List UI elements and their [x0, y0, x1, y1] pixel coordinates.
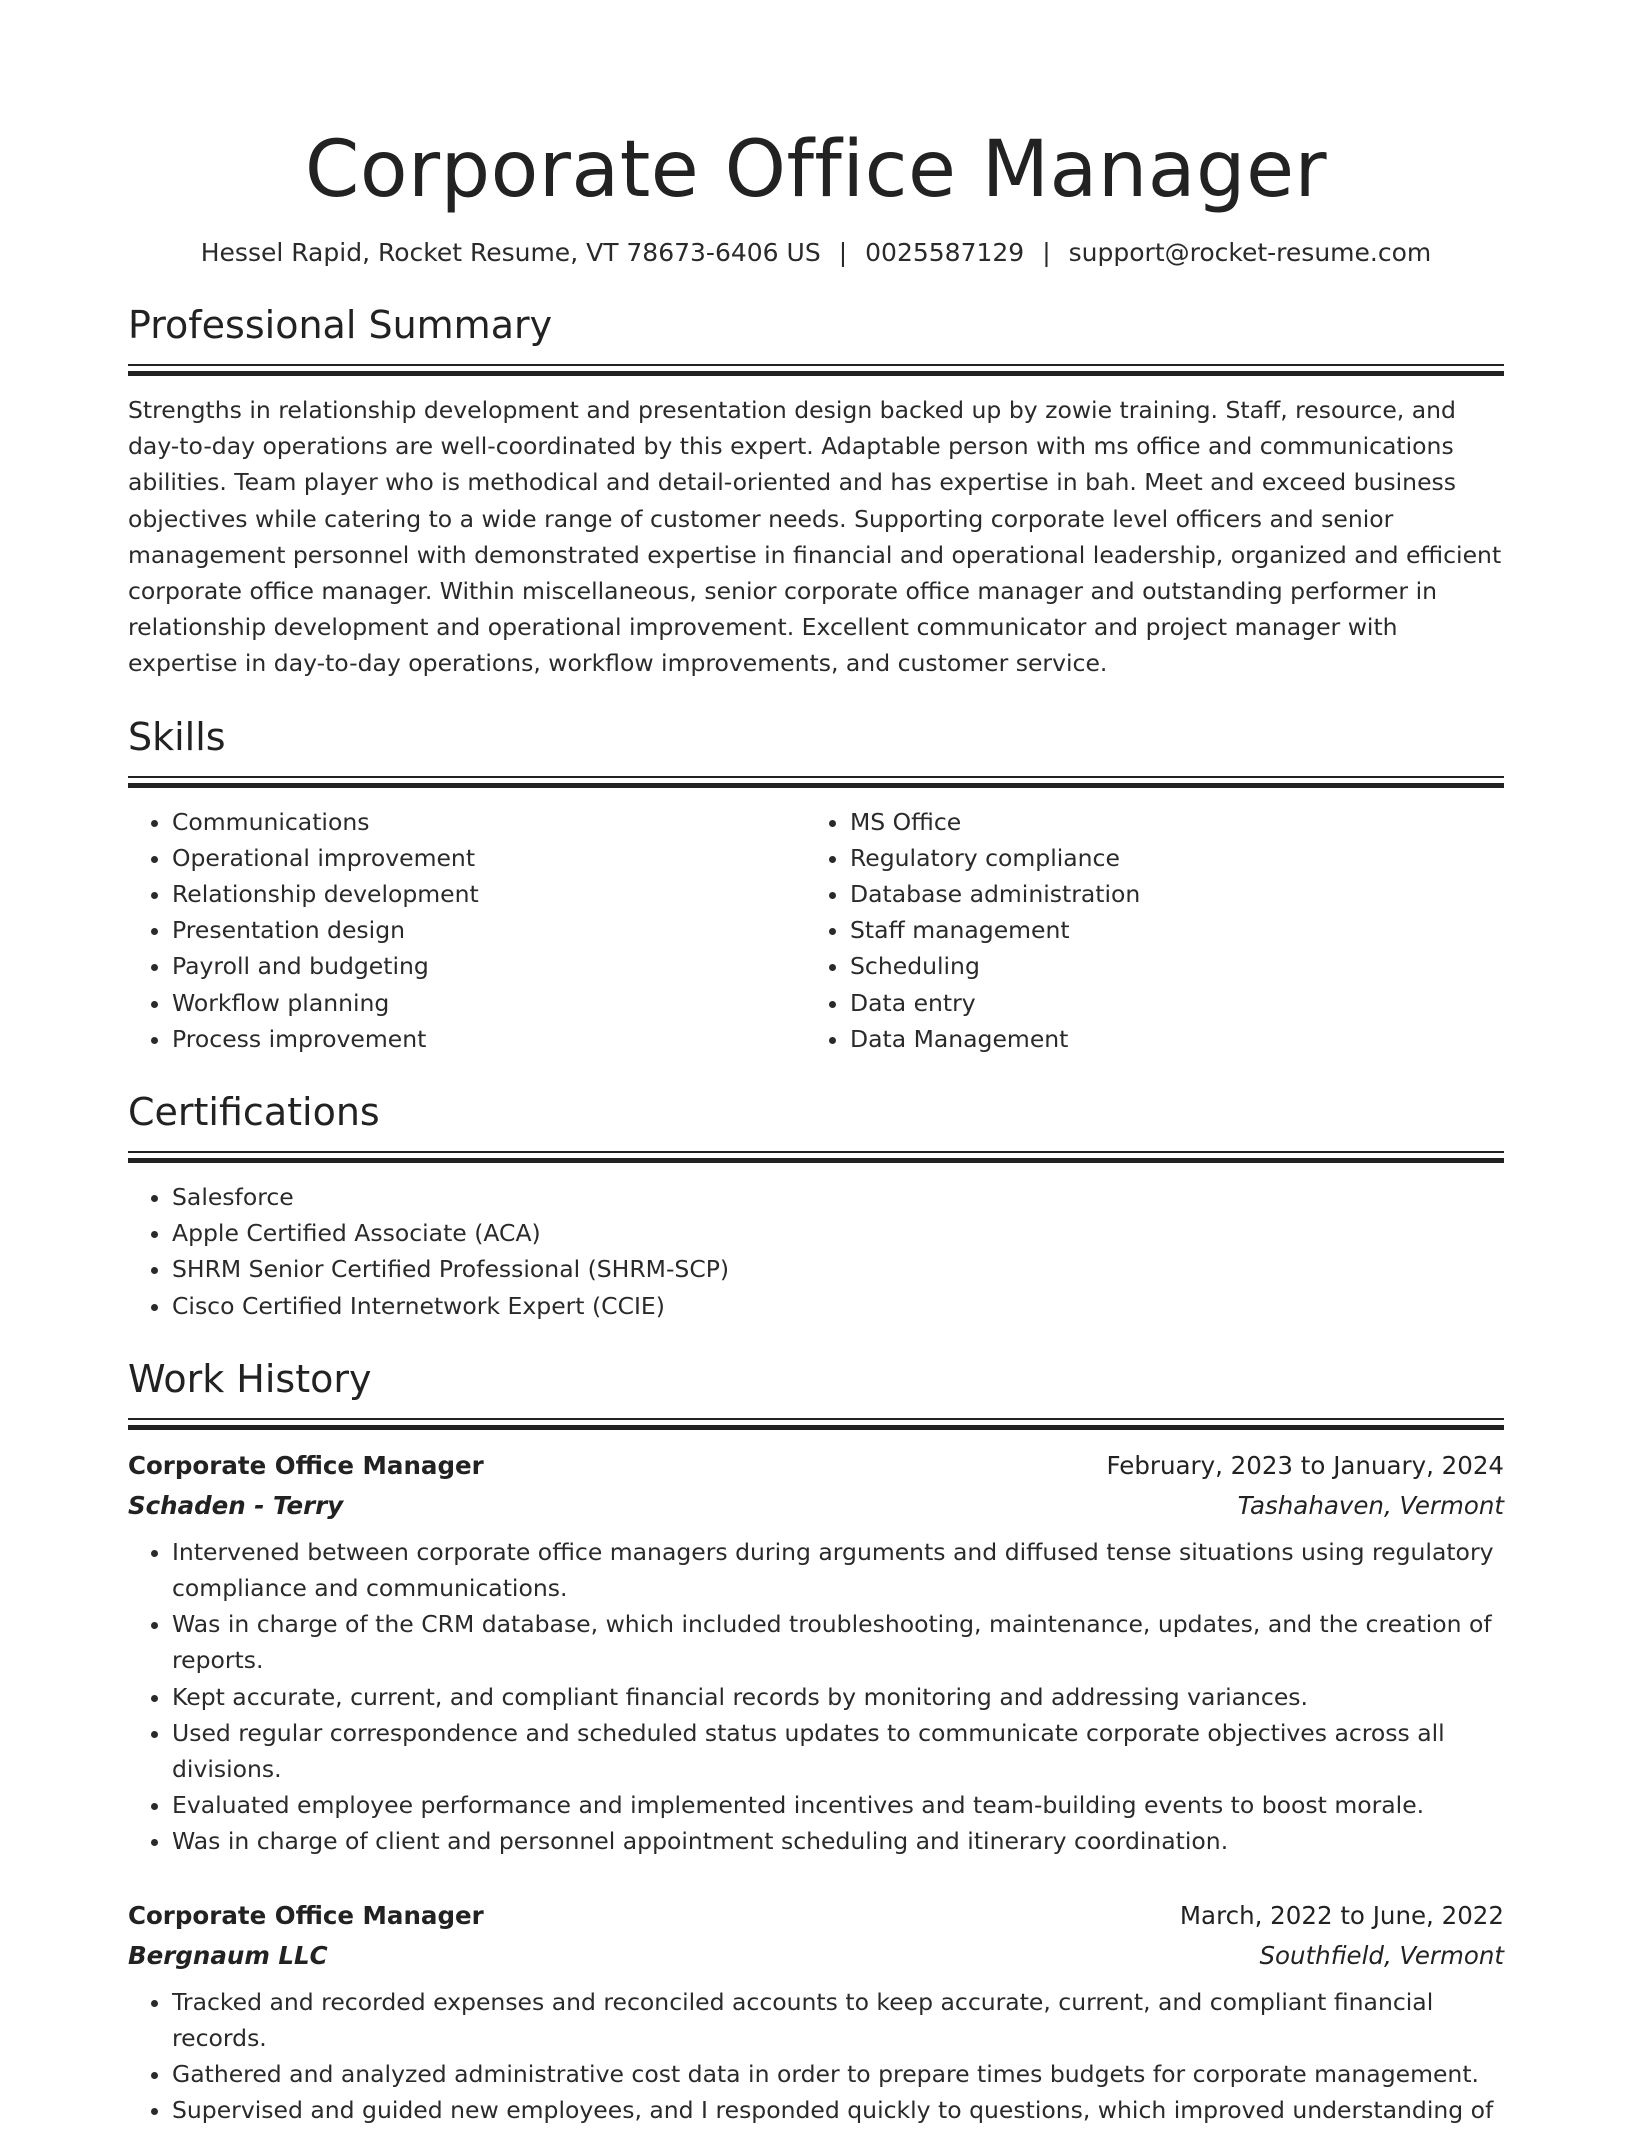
certifications-list [128, 1179, 1504, 1324]
job-entry [128, 1896, 1504, 2129]
job-duty: • Evaluated employee performance and implemented incentives and team-building events to boost morale. [172, 1787, 1504, 1823]
resume-title: Corporate Office Manager [304, 125, 1328, 215]
job-duties-list [128, 1984, 1504, 2129]
skill-item: • Presentation design [172, 912, 806, 948]
job-header-row [128, 1896, 1504, 1936]
skills-grid [128, 804, 1504, 1057]
work-history-heading: Work History [128, 1356, 372, 1401]
summary-text: Strengths in relationship development and presentation design backed up by zowie training. Staff, resource, and day-to-day operations are well-coordinated by this expert. Adaptable person with ms office and communications abilities. Team player who is methodical and detail-oriented and has expertise in bah. Meet and exceed business objectives while catering to a wide range of customer needs. Supporting corporate level officers and senior management personnel with demonstrated expertise in financial and operational leadership, organized and efficient corporate office manager. Within miscellaneous, senior corporate office manager and outstanding performer in relationship development and operational improvement. Excellent communicator and project manager with expertise in day-to-day operations, workflow improvements, and customer service. [128, 396, 1502, 678]
skill-item: • Payroll and budgeting [172, 948, 806, 984]
job-duty: • Gathered and analyzed administrative cost data in order to prepare times budgets for corporate management. [172, 2056, 1504, 2092]
section-divider [128, 364, 1504, 378]
job-duty: • Used regular correspondence and scheduled status updates to communicate corporate objectives across all divisions. [172, 1715, 1504, 1787]
summary-heading: Professional Summary [128, 303, 553, 347]
contact-address: Hessel Rapid, Rocket Resume, VT 78673-6406 US [200, 238, 821, 267]
contact-separator: | [1042, 238, 1051, 267]
job-company: Schaden - Terry [128, 1490, 344, 1520]
skill-item: • Staff management [850, 912, 1484, 948]
work-history-section [128, 1354, 1504, 2129]
certifications-heading: Certifications [128, 1090, 380, 1135]
skill-item: • Scheduling [850, 948, 1484, 984]
contact-phone: 0025587129 [865, 238, 1025, 267]
job-location: Southfield, Vermont [1259, 1940, 1504, 1970]
section-divider [128, 1418, 1504, 1432]
certification-item: • Salesforce [172, 1179, 1504, 1215]
skills-list-left [128, 804, 806, 1057]
job-title: Corporate Office Manager [128, 1450, 484, 1480]
job-company-row [128, 1936, 1504, 1976]
skill-item: • Data Management [850, 1021, 1484, 1057]
job-duty: • Was in charge of client and personnel appointment scheduling and itinerary coordination. [172, 1823, 1504, 1859]
contact-email: support@rocket-resume.com [1068, 238, 1432, 267]
certification-item: • Apple Certified Associate (ACA) [172, 1215, 1504, 1251]
skill-item: • Process improvement [172, 1021, 806, 1057]
section-divider [128, 1151, 1504, 1165]
certification-item: • SHRM Senior Certified Professional (SHRM-SCP) [172, 1251, 1504, 1287]
section-divider [128, 776, 1504, 790]
job-dates: February, 2023 to January, 2024 [1106, 1450, 1504, 1480]
skills-section [128, 712, 1504, 1057]
job-title: Corporate Office Manager [128, 1900, 484, 1930]
skill-item: • Data entry [850, 985, 1484, 1021]
skills-heading: Skills [128, 714, 226, 759]
job-company-row [128, 1486, 1504, 1526]
skills-list-right [806, 804, 1484, 1057]
job-duty: • Tracked and recorded expenses and reconciled accounts to keep accurate, current, and compliant financial records. [172, 1984, 1504, 2056]
job-header-row [128, 1446, 1504, 1486]
job-company: Bergnaum LLC [128, 1940, 328, 1970]
contact-separator: | [838, 238, 848, 267]
contact-line [128, 236, 1504, 270]
summary-section [128, 300, 1504, 682]
skill-item: • MS Office [850, 804, 1484, 840]
job-duties-list [128, 1534, 1504, 1860]
job-duty: • Kept accurate, current, and compliant financial records by monitoring and addressing variances. [172, 1679, 1504, 1715]
certification-item: • Cisco Certified Internetwork Expert (CCIE) [172, 1288, 1504, 1324]
skill-item: • Database administration [850, 876, 1484, 912]
skill-item: • Operational improvement [172, 840, 806, 876]
job-duty: • Supervised and guided new employees, and I responded quickly to questions, which improved understanding of [172, 2092, 1504, 2128]
skill-item: • Communications [172, 804, 806, 840]
job-dates: March, 2022 to June, 2022 [1179, 1900, 1504, 1930]
job-entry [128, 1446, 1504, 1860]
job-duty: • Was in charge of the CRM database, which included troubleshooting, maintenance, updates, and the creation of reports. [172, 1606, 1504, 1678]
job-duty: • Intervened between corporate office managers during arguments and diffused tense situations using regulatory compliance and communications. [172, 1534, 1504, 1606]
skill-item: • Relationship development [172, 876, 806, 912]
skill-item: • Regulatory compliance [850, 840, 1484, 876]
certifications-section [128, 1087, 1504, 1324]
skill-item: • Workflow planning [172, 985, 806, 1021]
job-location: Tashahaven, Vermont [1237, 1490, 1504, 1520]
